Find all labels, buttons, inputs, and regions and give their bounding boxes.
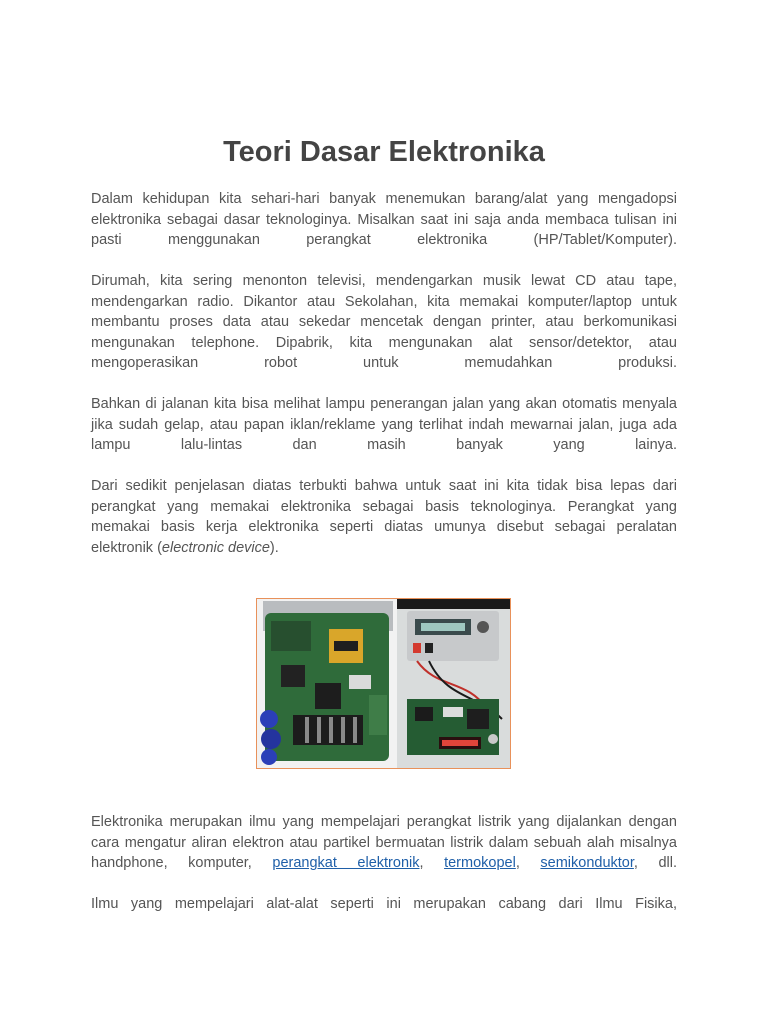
paragraph-2: Dirumah, kita sering menonton televisi, mendengarkan musik lewat CD atau tape, mendengarkan radio. Dikantor atau Sekolahan, kita memakai komputer/laptop untuk membantu proses data atau sekedar mencetak dengan printer, atau berkomunikasi mengunakan telephone. Dipabrik, kita mengunakan alat sensor/detektor, atau mengoperasikan robot untuk memudahkan produksi. — [91, 273, 677, 371]
paragraph-6: Ilmu yang mempelajari alat-alat seperti ini merupakan cabang dari Ilmu Fisika, — [91, 896, 677, 912]
page-title: Teori Dasar Elektronika — [223, 136, 545, 168]
paragraph-5-text: Elektronika merupakan ilmu yang mempelajari perangkat listrik yang dijalankan dengan cara mengatur aliran elektron atau partikel bermuatan listrik dalam sebuah alah misalnya handphone, komputer, — [91, 814, 677, 871]
electronics-figure — [256, 598, 511, 769]
paragraph-4 — [91, 476, 677, 558]
paragraph-1: Dalam kehidupan kita sehari-hari banyak menemukan barang/alat yang mengadopsi elektronika sebagai dasar teknologinya. Misalkan saat ini saja anda membaca tulisan ini pasti menggunakan perangkat elektronika (HP/Tablet/Komputer). — [91, 191, 677, 248]
link-termokopel[interactable]: termokopel — [444, 855, 516, 871]
paragraph-5-separator-1: , — [419, 855, 445, 871]
link-perangkat-elektronik[interactable]: perangkat elektronik — [272, 855, 420, 871]
link-semikonduktor[interactable]: semikonduktor — [540, 855, 634, 871]
paragraph-5-end: , dll. — [633, 855, 678, 871]
electronics-photo — [257, 599, 510, 768]
paragraph-4-end: ). — [269, 539, 279, 556]
paragraph-5 — [91, 812, 677, 874]
paragraph-4-italic: electronic device — [161, 539, 270, 556]
paragraph-4-text: Dari sedikit penjelasan diatas terbukti bahwa untuk saat ini kita tidak bisa lepas dari perangkat yang memakai elektronika sebagai basis teknologinya. Perangkat yang memakai basis kerja elektronika seperti diatas umunya disebut sebagai peralatan elektronik ( — [91, 478, 677, 556]
paragraph-3: Bahkan di jalanan kita bisa melihat lampu penerangan jalan yang akan otomatis menyala jika sudah gelap, atau papan iklan/reklame yang terlihat indah mewarnai jalan, juga ada lampu lalu-lintas dan masih banyak yang lainya. — [91, 396, 677, 453]
paragraph-5-separator-2: , — [515, 855, 541, 871]
